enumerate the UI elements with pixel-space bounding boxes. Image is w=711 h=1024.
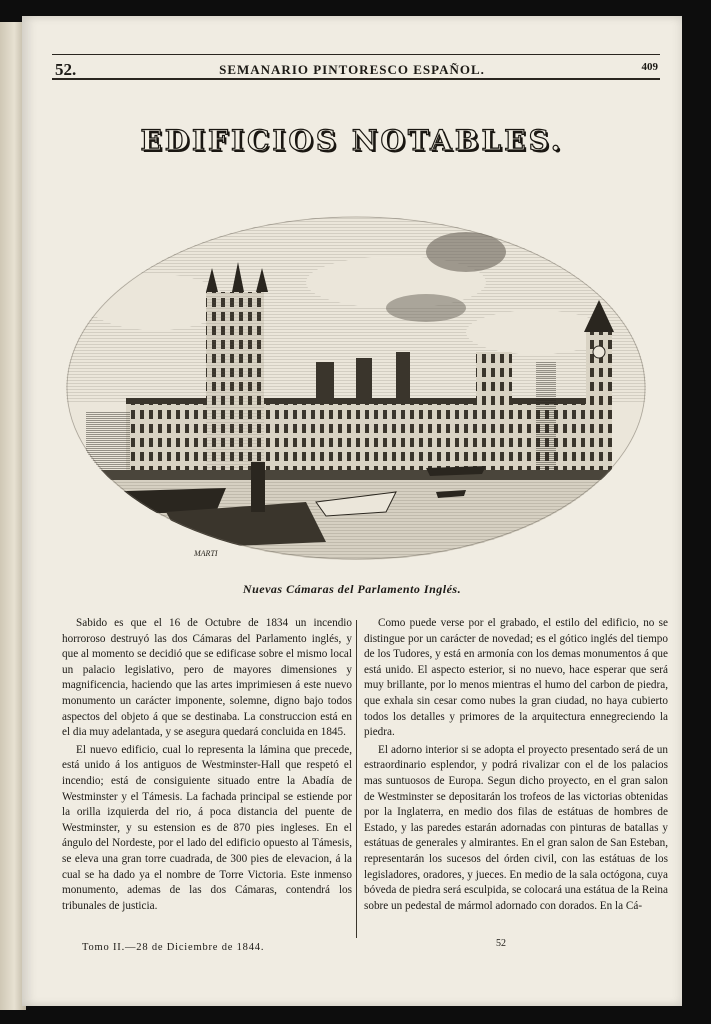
article-column-left	[62, 616, 352, 916]
publication-title: SEMANARIO PINTORESCO ESPAÑOL.	[219, 62, 485, 77]
column-divider	[356, 620, 357, 938]
issue-number: 52.	[55, 60, 77, 79]
paragraph: Sabido es que el 16 de Octubre de 1834 un incendio horroroso destruyó las dos Cámaras del Parlamento inglés, y que al momento se decidió que se edificase sobre el mismo local un palacio legislativo, pero de mayores dimensiones y magnificencia, haciendo que las artes imprimiesen á este nuevo monumento un carácter imponente, solemne, digno bajo todos aspectos del objeto á que se destinaba. La construccion está en el dia muy adelantada, y se asegura quedará concluida en 1845.	[62, 617, 352, 739]
paragraph: El adorno interior si se adopta el proyecto presentado será de un estraordinario esplendor, y podrá rivalizar con el de los palacios mas suntuosos de Europa. Segun dicho proyecto, en el gran salon de Westminster se depositarán los trofeos de las victorias obtenidas por la Inglaterra, en medio dos filas de estátuas de hombres de Estado, y las paredes estarán adornadas con pinturas de batallas y estátuas de generales y almirantes. En el gran salon de San Esteban, representarán los sucesos del órden civil, con las estátuas de los legisladores, oradores, y jueces. En medio de la sala octógona, cuya bóveda de piedra será esculpida, se colocará una estátua de la Reina sobre un pedestal de mármol adornado con dorados. En la Cá-	[364, 743, 668, 912]
section-title: EDIFICIOS NOTABLES.	[140, 124, 564, 157]
parliament-engraving	[66, 212, 646, 564]
header-rule	[52, 54, 660, 55]
paragraph: Como puede verse por el grabado, el estilo del edificio, no se distingue por un carácter de novedad; es el gótico inglés del tiempo de los Tudores, y está en armonía con los demas monumentos á que está unido. El aspecto esterior, si no nuevo, hace esperar que será muy brillante, por lo menos mientras el humo del carbon de piedra, que exhala sin cesar como nubes la gran ciudad, no haya cubierto todos los detalles y primores de la arquitectura ennegreciendo la piedra.	[364, 617, 668, 739]
signature-number: 52	[496, 938, 506, 949]
paragraph: El nuevo edificio, cual lo representa la lámina que precede, está unido á los antiguos de Westminster-Hall que respetó el incendio; está de consiguiente situado entre la Abadía de Westminster y el Támesis. La fachada principal se estiende por la orilla izquierda del rio, á poca distancia del puente de Westminster, y su estension es de 870 pies ingleses. En el ángulo del Nordeste, por el lado del edificio opuesto al Támesis, se eleva una gran torre cuadrada, de 300 pies de elevacion, á la cual se ha dado ya el nombre de Torre Victoria. Este inmenso monumento, ademas de las dos Cámaras, contendrá los tribunales de justicia.	[62, 743, 352, 912]
artist-signature: MARTI	[194, 549, 218, 558]
page-number: 409	[641, 61, 658, 73]
article-column-right	[364, 616, 668, 916]
volume-date: Tomo II.—28 de Diciembre de 1844.	[82, 942, 265, 953]
illustration-caption: Nuevas Cámaras del Parlamento Inglés.	[242, 582, 462, 596]
newspaper-page	[22, 16, 682, 1006]
header-rule-thick	[52, 78, 660, 80]
